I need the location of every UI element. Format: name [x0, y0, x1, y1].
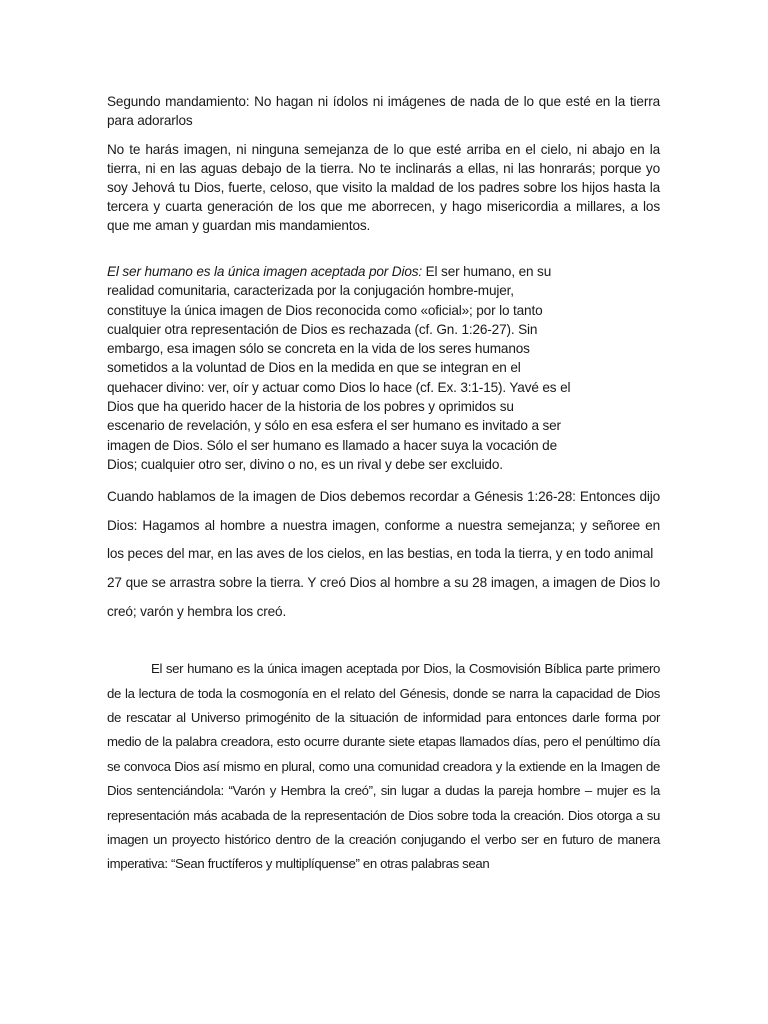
paragraph-lead-italic: El ser humano es la única imagen aceptada por Dios:: [107, 264, 423, 279]
human-image-paragraph: [107, 262, 573, 474]
genesis-continuation: 27 que se arrastra sobre la tierra. Y creó Dios al hombre a su 28 imagen, a imagen de Dios lo creó; varón y hembra los creó.: [107, 575, 660, 619]
commandment-paragraph: No te harás imagen, ni ninguna semejanza de lo que esté arriba en el cielo, ni abajo en la tierra, ni en las aguas debajo de la tierra. No te inclinarás a ellas, ni las honrarás; porque yo soy Jehová tu Dios, fuerte, celoso, que visito la maldad de los padres sobre los hijos hasta la tercera y cuarta generación de los que me aborrecen, y hago misericordia a millares, a los que me aman y guardan mis mandamientos.: [107, 142, 660, 233]
cosmovision-paragraph: El ser humano es la única imagen aceptada por Dios, la Cosmovisión Bíblica parte primero de la lectura de toda la cosmogonía en el relato del Génesis, donde se narra la capacidad de Dios de rescatar al Universo primogénito de la situación de informidad para entonces darle forma por medio de la palabra creadora, esto ocurre durante siete etapas llamados días, pero el penúltimo día se convoca Dios así mismo en plural, como una comunidad creadora y la extiende en la Imagen de Dios sentenciándola: “Varón y Hembra la creó”, sin lugar a dudas la pareja hombre – mujer es la representación más acabada de la representación de Dios sobre toda la creación. Dios otorga a su imagen un proyecto histórico dentro de la creación conjugando el verbo ser en futuro de manera imperativa: “Sean fructíferos y multiplíquense” en otras palabras sean: [107, 661, 660, 872]
document-page: [107, 92, 660, 877]
genesis-paragraph: Cuando hablamos de la imagen de Dios debemos recordar a Génesis 1:26-28: Entonces dijo Dios: Hagamos al hombre a nuestra imagen, conforme a nuestra semejanza; y señoree en los peces del mar, en las aves de los cielos, en las bestias, en toda la tierra, y en todo animal: [107, 489, 660, 562]
section-heading: Segundo mandamiento: No hagan ni ídolos ni imágenes de nada de lo que esté en la tierra para adorarlos: [107, 94, 660, 128]
paragraph-body: El ser humano, en su realidad comunitaria, caracterizada por la conjugación hombre-mujer, constituye la única imagen de Dios reconocida como «oficial»; por lo tanto cualquier otra representación de Dios es rechazada (cf. Gn. 1:26-27). Sin embargo, esa imagen sólo se concreta en la vida de los seres humanos sometidos a la voluntad de Dios en la medida en que se integran en el quehacer divino: ver, oír y actuar como Dios lo hace (cf. Ex. 3:1-15). Yavé es el Dios que ha querido hacer de la historia de los pobres y oprimidos su escenario de revelación, y sólo en esa esfera el ser humano es invitado a ser imagen de Dios. Sólo el ser humano es llamado a hacer suya la vocación de Dios; cualquier otro ser, divino o no, es un rival y debe ser excluido.: [107, 264, 571, 472]
